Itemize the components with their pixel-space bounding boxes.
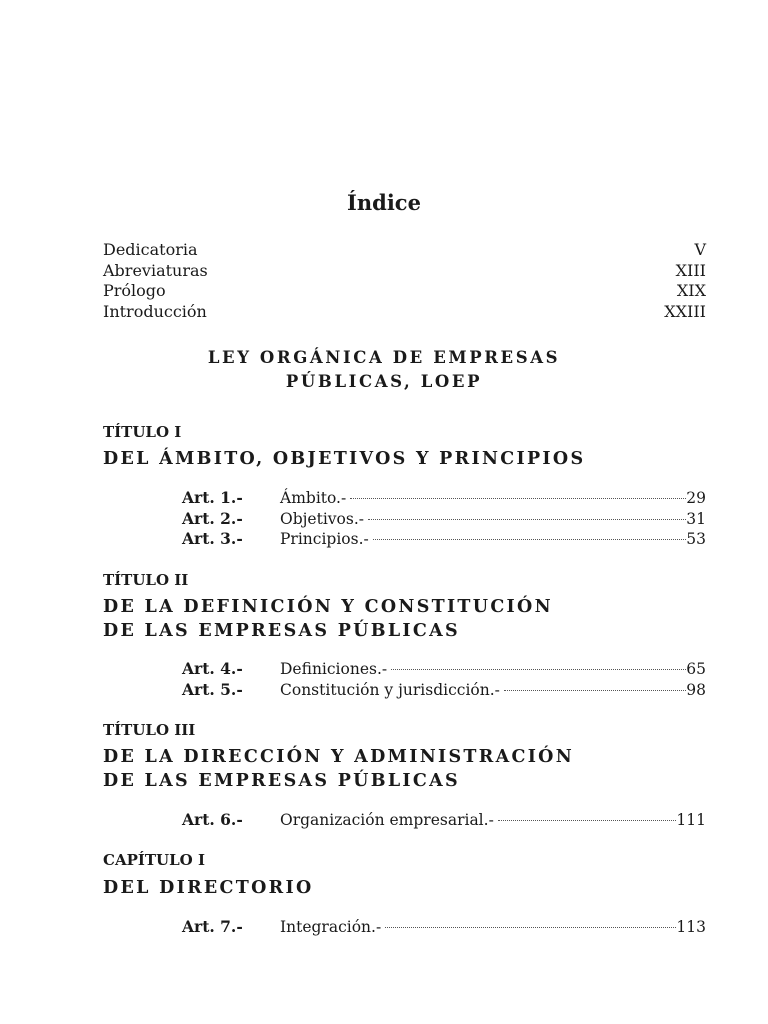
front-matter-label: Abreviaturas — [103, 260, 208, 280]
article-list — [182, 488, 706, 550]
section-heading-line: DE LA DEFINICIÓN Y CONSTITUCIÓN — [103, 597, 553, 617]
front-matter-page: V — [694, 240, 706, 259]
article-entry[interactable] — [182, 529, 706, 550]
law-title-line: PÚBLICAS, LOEP — [285, 372, 483, 391]
front-matter-page: XIII — [675, 260, 706, 280]
dot-leader — [391, 669, 686, 670]
article-number: Art. 2.- — [182, 508, 243, 528]
article-entry[interactable] — [182, 659, 706, 680]
article-list — [182, 917, 706, 938]
front-matter-item[interactable] — [103, 240, 706, 261]
dot-leader — [385, 927, 676, 928]
article-page: 65 — [686, 660, 706, 678]
article-page: 29 — [686, 489, 706, 507]
section-heading — [103, 595, 553, 643]
article-name: Integración.- — [280, 918, 382, 936]
section-heading — [103, 745, 574, 793]
section-heading — [103, 876, 314, 900]
dot-leader — [504, 690, 686, 691]
front-matter-list — [103, 240, 706, 322]
article-number: Art. 5.- — [182, 679, 243, 699]
article-list — [182, 810, 706, 831]
front-matter-label: Dedicatoria — [103, 240, 198, 259]
section-heading-line: DE LAS EMPRESAS PÚBLICAS — [103, 621, 460, 641]
section-label: CAPÍTULO I — [103, 851, 205, 869]
front-matter-item[interactable] — [103, 281, 706, 302]
dot-leader — [373, 539, 687, 540]
dot-leader — [368, 519, 686, 520]
front-matter-item[interactable] — [103, 261, 706, 282]
dot-leader — [498, 820, 677, 821]
article-list — [182, 659, 706, 700]
front-matter-page: XXIII — [664, 301, 706, 321]
article-page: 113 — [676, 918, 706, 936]
law-title — [0, 346, 768, 394]
article-entry[interactable] — [182, 488, 706, 509]
article-name: Principios.- — [280, 530, 369, 548]
law-title-line: LEY ORGÁNICA DE EMPRESAS — [207, 348, 561, 367]
article-page: 98 — [686, 680, 706, 699]
article-name: Definiciones.- — [280, 660, 388, 678]
article-page: 53 — [686, 530, 706, 548]
article-number: Art. 4.- — [182, 659, 243, 678]
front-matter-label: Prólogo — [103, 281, 166, 300]
article-page: 111 — [676, 811, 706, 829]
article-entry[interactable] — [182, 509, 706, 530]
section-label: TÍTULO I — [103, 423, 182, 441]
section-heading-line: DEL ÁMBITO, OBJETIVOS Y PRINCIPIOS — [103, 449, 586, 469]
section-heading — [103, 447, 585, 471]
article-page: 31 — [686, 509, 706, 528]
front-matter-item[interactable] — [103, 302, 706, 323]
article-number: Art. 6.- — [182, 810, 243, 829]
article-entry[interactable] — [182, 810, 706, 831]
article-number: Art. 1.- — [182, 488, 243, 507]
dot-leader — [350, 498, 686, 499]
front-matter-label: Introducción — [103, 301, 207, 321]
article-number: Art. 3.- — [182, 529, 243, 548]
section-heading-line: DEL DIRECTORIO — [103, 878, 314, 898]
page-title: Índice — [347, 190, 421, 215]
article-name: Ámbito.- — [280, 489, 347, 507]
section-label: TÍTULO III — [103, 721, 196, 739]
section-label: TÍTULO II — [103, 571, 189, 589]
article-name: Constitución y jurisdicción.- — [280, 680, 500, 699]
front-matter-page: XIX — [676, 281, 706, 300]
article-entry[interactable] — [182, 680, 706, 701]
article-name: Organización empresarial.- — [280, 811, 494, 829]
article-name: Objetivos.- — [280, 509, 365, 528]
article-entry[interactable] — [182, 917, 706, 938]
section-heading-line: DE LA DIRECCIÓN Y ADMINISTRACIÓN — [103, 747, 575, 767]
article-number: Art. 7.- — [182, 917, 243, 936]
section-heading-line: DE LAS EMPRESAS PÚBLICAS — [103, 771, 460, 791]
